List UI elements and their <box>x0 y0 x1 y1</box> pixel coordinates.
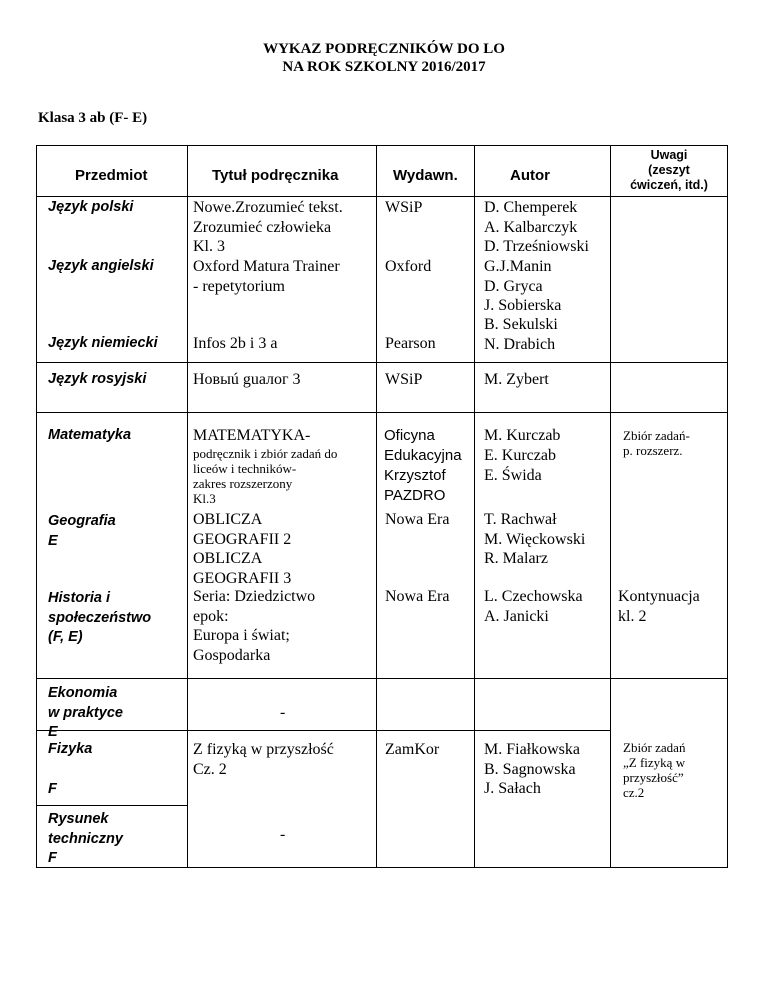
subject-cell: Język niemiecki <box>48 335 158 351</box>
subject-cell <box>48 589 151 648</box>
subject-cell <box>48 512 116 551</box>
subject-cell: Matematyka <box>48 427 132 443</box>
title-line: GEOGRAFII 3 <box>193 569 292 587</box>
publisher-line: Krzysztof <box>384 467 446 484</box>
publisher-cell: Nowa Era <box>385 588 450 605</box>
author-line: T. Rachwał <box>484 511 557 528</box>
notes-line: Zbiór zadań- <box>623 428 690 443</box>
title-line: Kl. 3 <box>193 238 225 255</box>
subject-line: F <box>48 850 57 866</box>
subject-cell-level: F <box>48 781 57 797</box>
title-cell-detail <box>193 446 365 506</box>
notes-cell <box>618 587 700 626</box>
title-line: Seria: Dziedzictwo <box>193 588 316 605</box>
subject-cell: Język polski <box>48 199 134 215</box>
header-uwagi-line: (zeszyt <box>648 163 690 177</box>
subject-line: w praktyce <box>48 704 123 721</box>
document-title: WYKAZ PODRĘCZNIKÓW DO LO <box>263 41 505 57</box>
author-line: G.J.Manin <box>484 258 552 275</box>
subject-cell: Język angielski <box>48 258 154 274</box>
author-cell <box>484 426 560 486</box>
author-cell <box>484 740 580 799</box>
title-line: Zrozumieć człowieka <box>193 218 332 236</box>
publisher-line: Oficyna <box>384 427 435 444</box>
title-line: Gospodarka <box>193 646 271 664</box>
notes-cell <box>623 428 690 458</box>
subject-line: Historia i <box>48 590 111 606</box>
title-line: GEOGRAFII 2 <box>193 530 292 548</box>
row-divider <box>36 805 187 806</box>
notes-line: p. rozszerz. <box>623 443 683 458</box>
subject-line: techniczny <box>48 830 123 847</box>
publisher-cell: Oxford <box>385 258 432 275</box>
title-cell: Infos 2b i 3 a <box>193 335 278 352</box>
subject-line: społeczeństwo <box>48 609 152 626</box>
row-divider <box>36 196 728 197</box>
title-line: liceów i techników- <box>193 461 297 476</box>
author-line: N. Drabich <box>484 335 556 353</box>
author-cell: M. Zybert <box>484 371 549 388</box>
header-przedmiot: Przedmiot <box>75 167 148 184</box>
title-cell: MATEMATYKA- <box>193 427 311 444</box>
author-line: E. Kurczab <box>484 447 556 464</box>
title-line: Kl.3 <box>193 491 216 506</box>
table-border-right <box>727 145 728 867</box>
subject-line: Geografia <box>48 513 116 529</box>
subject-cell: Język rosyjski <box>48 371 147 387</box>
author-line: D. Gryca <box>484 277 543 295</box>
notes-line: kl. 2 <box>618 607 647 625</box>
author-line: J. Sałach <box>484 780 541 797</box>
author-cell <box>484 587 583 626</box>
class-label: Klasa 3 ab (F- E) <box>38 110 148 126</box>
column-divider <box>474 145 475 867</box>
subject-cell <box>48 810 123 869</box>
title-cell <box>193 587 315 665</box>
title-cell: - <box>280 826 286 843</box>
title-line: Europa i świat; <box>193 627 290 644</box>
title-cell: Новыú guaлог 3 <box>193 371 301 388</box>
document-subtitle: NA ROK SZKOLNY 2016/2017 <box>282 59 486 75</box>
author-line: J. Sobierska <box>484 297 562 314</box>
author-line: M. Fiałkowska <box>484 741 580 758</box>
notes-line: cz.2 <box>623 785 645 800</box>
header-autor: Autor <box>510 167 550 184</box>
publisher-cell: WSiP <box>385 199 423 216</box>
author-cell <box>484 198 589 257</box>
row-divider <box>36 678 728 679</box>
publisher-cell <box>384 426 462 506</box>
author-line: D. Trześniowski <box>484 238 589 255</box>
author-line: R. Malarz <box>484 550 548 567</box>
column-divider <box>376 145 377 867</box>
column-divider <box>187 145 188 867</box>
header-uwagi-line: Uwagi <box>650 148 688 162</box>
table-border-left <box>36 145 37 867</box>
author-cell <box>484 510 585 569</box>
title-cell <box>193 257 340 296</box>
title-cell <box>193 510 291 588</box>
publisher-line: PAZDRO <box>384 487 446 504</box>
publisher-cell: Nowa Era <box>385 511 450 528</box>
notes-line: „Z fizyką w <box>623 755 686 770</box>
title-line: Nowe.Zrozumieć tekst. <box>193 199 343 216</box>
title-line: zakres rozszerzony <box>193 476 293 491</box>
author-line: L. Czechowska <box>484 588 583 605</box>
notes-line: Kontynuacja <box>618 588 700 605</box>
header-uwagi <box>614 148 724 193</box>
subject-line: E <box>48 724 58 740</box>
row-divider <box>36 412 728 413</box>
column-divider <box>610 145 611 867</box>
publisher-line: Edukacyjna <box>384 447 462 464</box>
title-line: Oxford Matura Trainer <box>193 258 340 275</box>
title-line: Cz. 2 <box>193 760 227 778</box>
subject-line: (F, E) <box>48 629 83 645</box>
subject-line: Rysunek <box>48 811 109 827</box>
header-tytul: Tytuł podręcznika <box>212 167 339 184</box>
title-line: - repetytorium <box>193 277 285 295</box>
author-cell <box>484 257 561 316</box>
author-line: M. Więckowski <box>484 530 586 548</box>
notes-line: przyszłość” <box>623 770 684 785</box>
subject-line: E <box>48 532 58 549</box>
table-border-top <box>36 145 728 146</box>
author-line: B. Sekulski <box>484 316 558 333</box>
header-uwagi-line: ćwiczeń, itd.) <box>630 178 708 192</box>
title-cell <box>193 740 334 779</box>
title-cell <box>193 198 343 257</box>
author-line: E. Świda <box>484 467 542 484</box>
title-line: Z fizyką w przyszłość <box>193 741 334 758</box>
table-border-bottom <box>36 867 728 868</box>
row-divider <box>36 362 728 363</box>
title-line: OBLICZA <box>193 550 263 567</box>
author-line: B. Sagnowska <box>484 760 576 778</box>
publisher-cell: Pearson <box>385 335 436 352</box>
subject-cell <box>48 684 123 743</box>
author-line: A. Kalbarczyk <box>484 218 578 236</box>
author-line: A. Janicki <box>484 607 549 625</box>
subject-line: Ekonomia <box>48 685 118 701</box>
title-line: podręcznik i zbiór zadań do <box>193 446 338 461</box>
title-cell: - <box>280 704 286 721</box>
title-line: epok: <box>193 607 229 625</box>
notes-cell <box>623 740 685 800</box>
publisher-cell: ZamKor <box>385 741 440 758</box>
header-wydawn: Wydawn. <box>393 167 458 184</box>
notes-line: Zbiór zadań <box>623 740 686 755</box>
author-line: M. Kurczab <box>484 427 561 444</box>
publisher-cell: WSiP <box>385 371 423 388</box>
author-cell <box>484 315 558 354</box>
author-line: D. Chemperek <box>484 199 578 216</box>
title-line: OBLICZA <box>193 511 263 528</box>
subject-cell: Fizyka <box>48 741 93 757</box>
